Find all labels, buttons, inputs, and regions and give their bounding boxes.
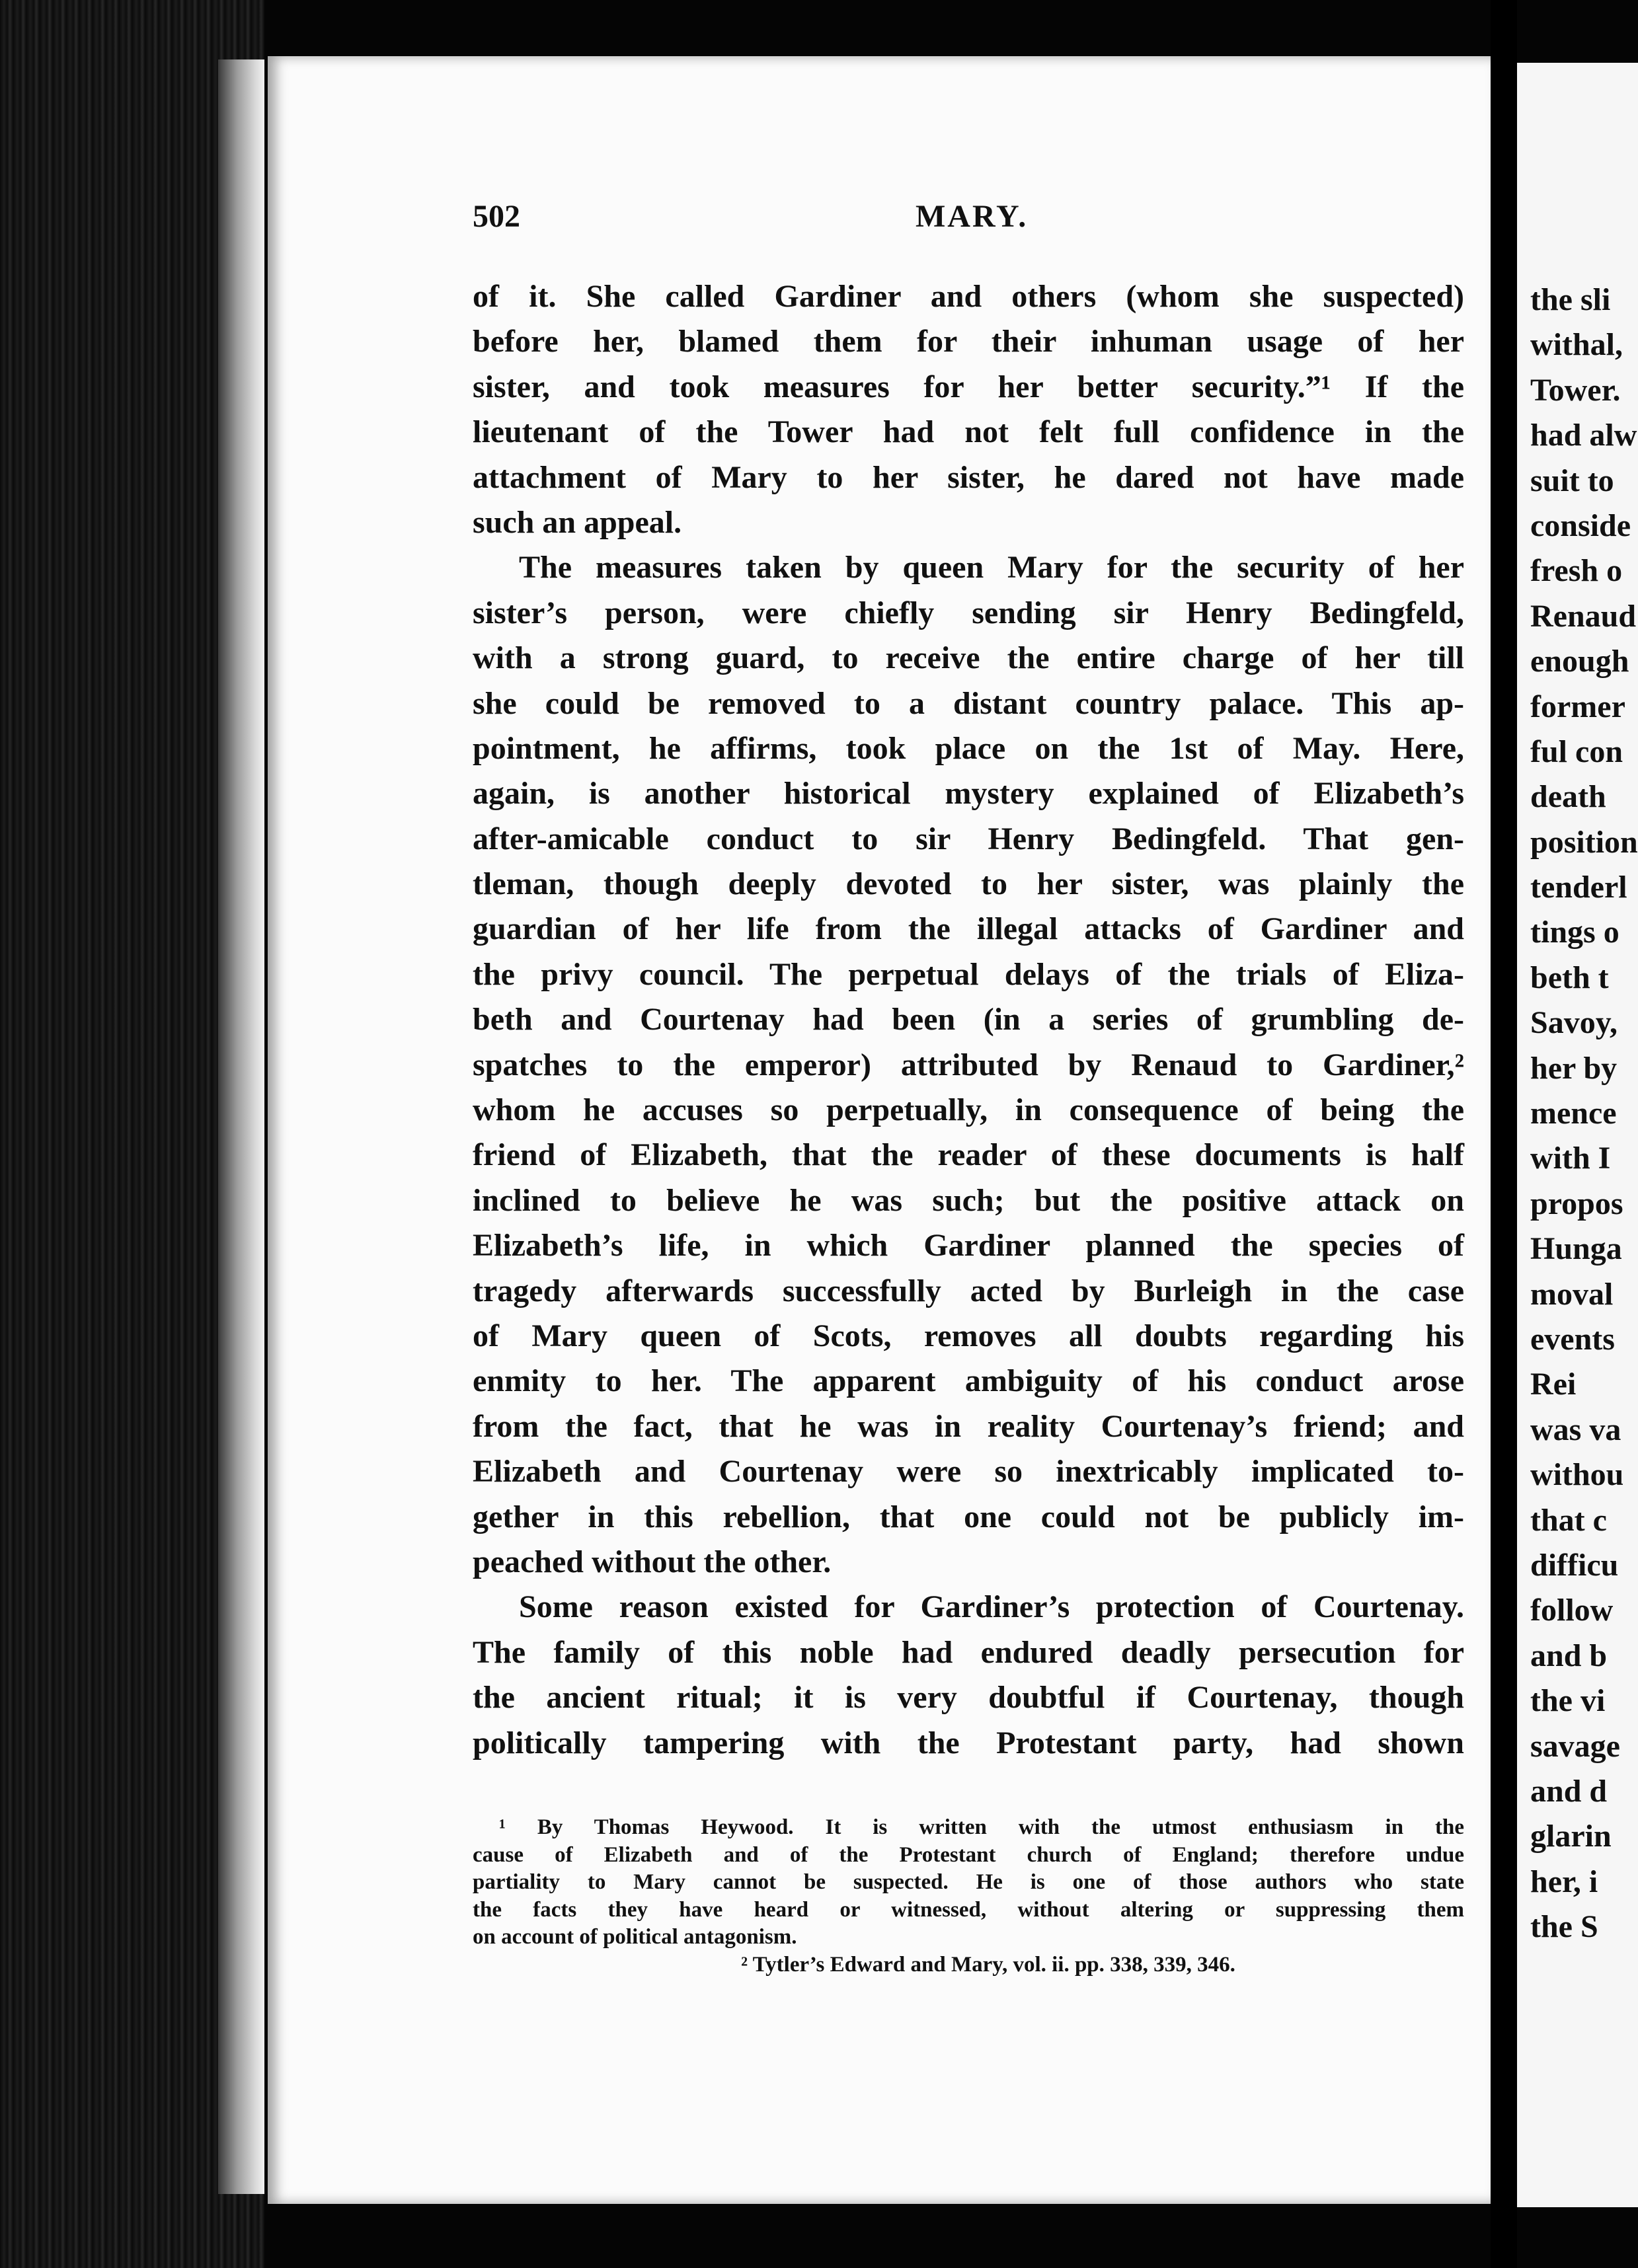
text-line: sister’s person, were chiefly sending sir Henry Bedingfeld, bbox=[473, 595, 1464, 630]
running-head bbox=[473, 198, 1491, 238]
text-line: The measures taken by queen Mary for the security of her bbox=[519, 550, 1464, 586]
text-line: such an appeal. bbox=[473, 504, 682, 540]
facing-page-line: beth t bbox=[1530, 960, 1609, 995]
facing-page-line: glarin bbox=[1530, 1819, 1612, 1854]
facing-page-line: the sli bbox=[1530, 282, 1611, 317]
text-line: beth and Courtenay had been (in a series of grumbling de- bbox=[473, 1002, 1464, 1038]
facing-page-line: Hunga bbox=[1530, 1231, 1622, 1267]
text-line: of it. She called Gardiner and others (whom she suspected) bbox=[473, 279, 1464, 314]
text-line: Elizabeth’s life, in which Gardiner planned the species of bbox=[473, 1228, 1464, 1264]
facing-page-line: position bbox=[1530, 824, 1638, 860]
facing-page-line: Tower. bbox=[1530, 372, 1621, 408]
text-line: whom he accuses so perpetually, in consequence of being the bbox=[473, 1092, 1464, 1128]
facing-page-line: death bbox=[1530, 779, 1606, 815]
facing-page-line: and b bbox=[1530, 1638, 1608, 1673]
facing-page-line: conside bbox=[1530, 508, 1631, 543]
text-line: of Mary queen of Scots, removes all doubts regarding his bbox=[473, 1318, 1464, 1353]
facing-page-line: Renaud bbox=[1530, 598, 1637, 634]
facing-page-line: tenderl bbox=[1530, 870, 1627, 905]
text-line: lieutenant of the Tower had not felt full confidence in the bbox=[473, 414, 1464, 450]
page-number: 502 bbox=[473, 199, 520, 234]
footnote-line: cause of Elizabeth and of the Protestant church of England; therefore undue bbox=[473, 1842, 1464, 1867]
facing-page-line: that c bbox=[1530, 1502, 1607, 1538]
footnote-line: on account of political antagonism. bbox=[473, 1925, 797, 1949]
facing-page-line: her by bbox=[1530, 1050, 1618, 1086]
facing-page-line: the vi bbox=[1530, 1683, 1606, 1719]
text-line: pointment, he affirms, took place on the 1st of May. Here, bbox=[473, 730, 1464, 766]
facing-page-line: ful con bbox=[1530, 734, 1623, 769]
text-line: again, is another historical mystery explained of Elizabeth’s bbox=[473, 776, 1464, 812]
facing-page-line: mence bbox=[1530, 1096, 1617, 1131]
text-line: politically tampering with the Protestant party, had shown bbox=[473, 1725, 1464, 1760]
facing-page-line: and d bbox=[1530, 1773, 1608, 1809]
facing-page-line: tings o bbox=[1530, 915, 1619, 950]
book-fore-edge bbox=[0, 0, 264, 2268]
facing-page-line: the S bbox=[1530, 1909, 1598, 1945]
facing-page-line: savage bbox=[1530, 1728, 1620, 1764]
facing-page-line: enough bbox=[1530, 644, 1629, 679]
facing-page-line: events bbox=[1530, 1321, 1615, 1357]
text-line: with a strong guard, to receive the entire charge of her till bbox=[473, 640, 1464, 676]
facing-page-line: suit to bbox=[1530, 463, 1614, 498]
text-line: before her, blamed them for their inhuman usage of her bbox=[473, 324, 1464, 359]
facing-page-line: withou bbox=[1530, 1457, 1624, 1493]
footnote-line: partiality to Mary cannot be suspected. He is one of those authors who state bbox=[473, 1870, 1464, 1895]
text-line: spatches to the emperor) attributed by Renaud to Gardiner,² bbox=[473, 1047, 1464, 1082]
text-line: The family of this noble had endured deadly persecution for bbox=[473, 1634, 1464, 1670]
text-line: from the fact, that he was in reality Courtenay’s friend; and bbox=[473, 1408, 1464, 1444]
text-line: the ancient ritual; it is very doubtful if Courtenay, though bbox=[473, 1680, 1464, 1716]
text-line: after-amicable conduct to sir Henry Bedingfeld. That gen- bbox=[473, 821, 1464, 856]
text-line: attachment of Mary to her sister, he dared not have made bbox=[473, 459, 1464, 495]
text-line: enmity to her. The apparent ambiguity of his conduct arose bbox=[473, 1363, 1464, 1399]
text-line: tleman, though deeply devoted to her sister, was plainly the bbox=[473, 866, 1464, 902]
body-text bbox=[473, 274, 1464, 1766]
text-line: tragedy afterwards successfully acted by Burleigh in the case bbox=[473, 1273, 1464, 1308]
facing-page-line: was va bbox=[1530, 1412, 1621, 1447]
facing-page-line: Savoy, bbox=[1530, 1005, 1618, 1041]
facing-page-text bbox=[1530, 278, 1638, 1949]
text-line: gether in this rebellion, that one could not be publicly im- bbox=[473, 1499, 1464, 1534]
facing-page-line: Rei bbox=[1530, 1367, 1577, 1402]
text-line: she could be removed to a distant country palace. This ap- bbox=[473, 685, 1464, 721]
footnote-line: ² Tytler’s Edward and Mary, vol. ii. pp. 338, 339, 346. bbox=[741, 1952, 1235, 1977]
footnote-line: ¹ By Thomas Heywood. It is written with the utmost enthusiasm in the bbox=[499, 1815, 1464, 1839]
footnotes bbox=[473, 1814, 1464, 1979]
text-line: peached without the other. bbox=[473, 1544, 832, 1579]
facing-page-line: former bbox=[1530, 689, 1625, 724]
facing-page-line: difficu bbox=[1530, 1547, 1619, 1583]
text-line: inclined to believe he was such; but the positive attack on bbox=[473, 1182, 1464, 1218]
facing-page-line: propos bbox=[1530, 1186, 1623, 1221]
text-line: the privy council. The perpetual delays of the trials of Eliza- bbox=[473, 956, 1464, 992]
text-line: Elizabeth and Courtenay were so inextricably implicated to- bbox=[473, 1454, 1464, 1490]
facing-page-line: follow bbox=[1530, 1593, 1614, 1628]
facing-page-line: with I bbox=[1530, 1141, 1611, 1176]
facing-page-line: had alw bbox=[1530, 418, 1637, 453]
facing-page-line: withal, bbox=[1530, 327, 1623, 363]
footnote-line: the facts they have heard or witnessed, without altering or suppressing them bbox=[473, 1897, 1464, 1922]
page-gutter bbox=[1491, 0, 1517, 2268]
text-line: friend of Elizabeth, that the reader of these documents is half bbox=[473, 1137, 1464, 1173]
facing-page-line: moval bbox=[1530, 1276, 1614, 1312]
running-title: MARY. bbox=[916, 199, 1029, 234]
facing-page-line: fresh o bbox=[1530, 553, 1623, 589]
text-line: guardian of her life from the illegal attacks of Gardiner and bbox=[473, 911, 1464, 947]
facing-page bbox=[1517, 63, 1638, 2207]
text-line: Some reason existed for Gardiner’s protection of Courtenay. bbox=[519, 1589, 1464, 1625]
facing-page-line: her, i bbox=[1530, 1864, 1598, 1899]
text-line: sister, and took measures for her better security.”¹ If the bbox=[473, 369, 1464, 404]
